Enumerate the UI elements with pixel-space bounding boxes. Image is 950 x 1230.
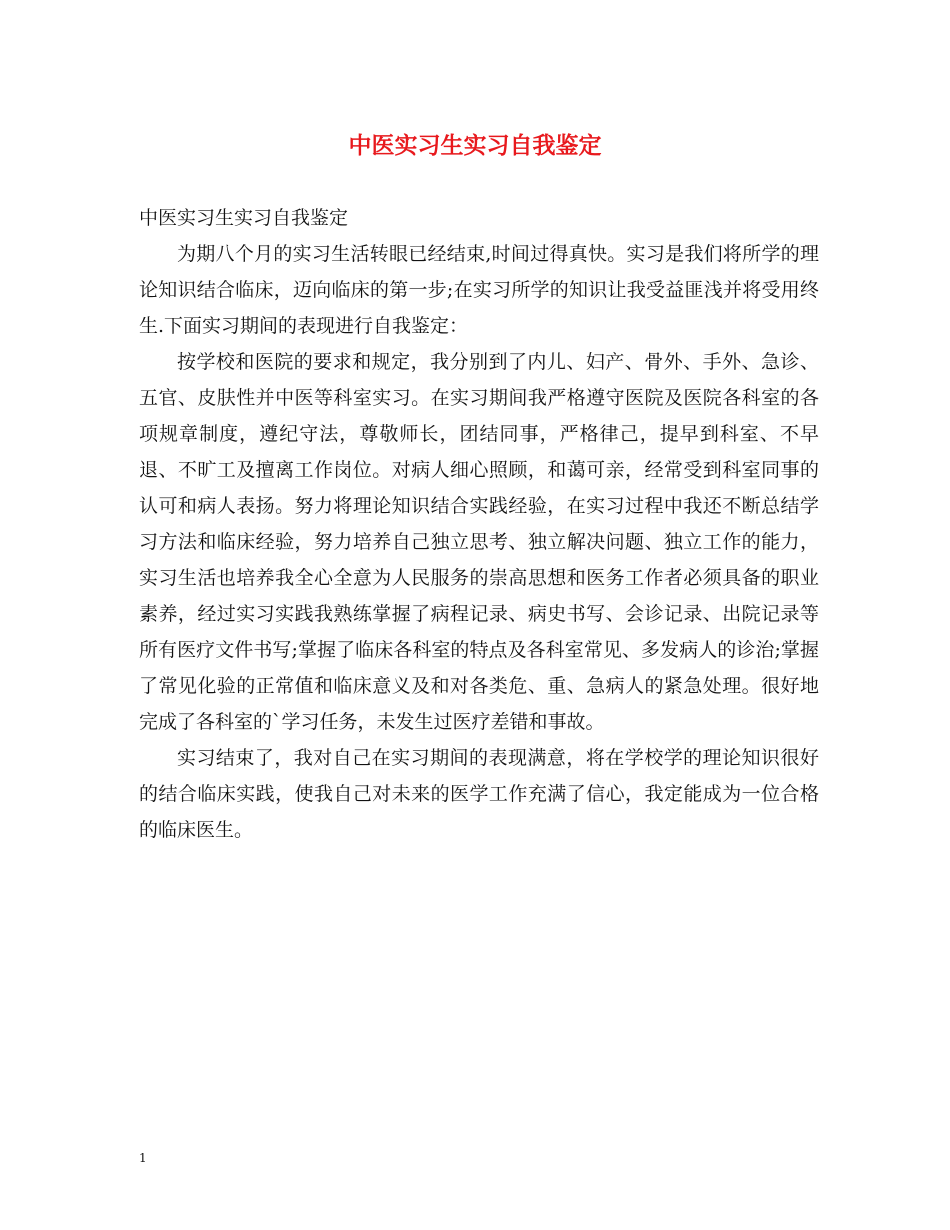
document-body <box>139 200 819 848</box>
paragraph-conclusion: 实习结束了，我对自己在实习期间的表现满意，将在学校学的理论知识很好的结合临床实践，使我自己对未来的医学工作充满了信心，我定能成为一位合格的临床医生。 <box>139 747 819 841</box>
paragraph-practice: 按学校和医院的要求和规定，我分别到了内儿、妇产、骨外、手外、急诊、五官、皮肤性并中医等科室实习。在实习期间我严格遵守医院及医院各科室的各项规章制度，遵纪守法，尊敬师长，团结同事，严格律己，提早到科室、不早退、不旷工及擅离工作岗位。对病人细心照顾，和蔼可亲，经常受到科室同事的认可和病人表扬。努力将理论知识结合实践经验，在实习过程中我还不断总结学习方法和临床经验，努力培养自己独立思考、独立解决问题、独立工作的能力，实习生活也培养我全心全意为人民服务的崇高思想和医务工作者必须具备的职业素养，经过实习实践我熟练掌握了病程记录、病史书写、会诊记录、出院记录等所有医疗文件书写;掌握了临床各科室的特点及各科室常见、多发病人的诊治;掌握了常见化验的正常值和临床意义及和对各类危、重、急病人的紧急处理。很好地完成了各科室的`学习任务，未发生过医疗差错和事故。 <box>139 351 819 733</box>
page-number: 1 <box>139 1151 147 1165</box>
paragraph-intro: 为期八个月的实习生活转眼已经结束,时间过得真快。实习是我们将所学的理论知识结合临床，迈向临床的第一步;在实习所学的知识让我受益匪浅并将受用终生.下面实习期间的表现进行自我鉴定： <box>139 243 819 337</box>
document-subtitle: 中医实习生实习自我鉴定 <box>139 207 349 229</box>
document-title: 中医实习生实习自我鉴定 <box>348 132 602 159</box>
